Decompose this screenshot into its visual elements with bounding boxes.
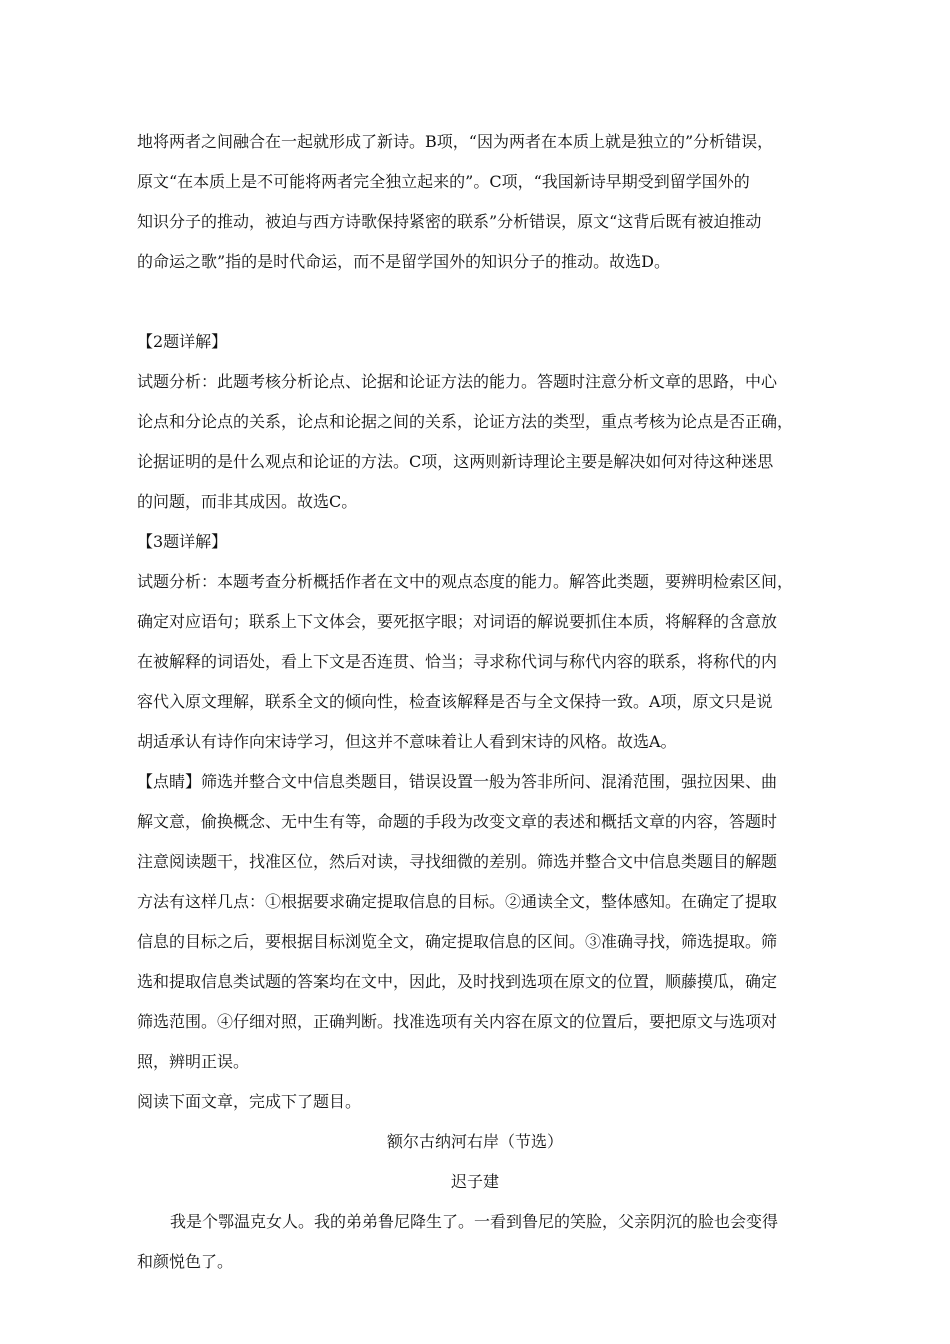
article-author: 迟子建	[450, 1172, 499, 1191]
section-heading: 【2题详解】	[137, 332, 228, 351]
section-heading: 【3题详解】	[137, 532, 228, 551]
paragraph-line: 论点和分论点的关系，论点和论据之间的关系，论证方法的类型，重点考核为论点是否正确，	[137, 412, 794, 431]
paragraph-line: 在被解释的词语处，看上下文是否连贯、恰当；寻求称代词与称代内容的联系，将称代的内	[137, 652, 778, 671]
paragraph-line: 【点睛】筛选并整合文中信息类题目，错误设置一般为答非所问、混淆范围，强拉因果、曲	[137, 772, 778, 791]
paragraph-line: 注意阅读题干，找准区位，然后对读，寻找细微的差别。筛选并整合文中信息类题目的解题	[137, 852, 778, 871]
paragraph-line: 方法有这样几点：①根据要求确定提取信息的目标。②通读全文，整体感知。在确定了提取	[137, 892, 778, 911]
paragraph-line: 的命运之歌”指的是时代命运，而不是留学国外的知识分子的推动。故选D。	[137, 252, 671, 271]
article-paragraph-line: 和颜悦色了。	[137, 1252, 234, 1271]
paragraph-line: 的问题，而非其成因。故选C。	[137, 492, 358, 511]
paragraph-line: 容代入原文理解，联系全文的倾向性，检查该解释是否与全文保持一致。A项，原文只是说	[137, 692, 773, 711]
paragraph-line: 筛选范围。④仔细对照，正确判断。找准选项有关内容在原文的位置后，要把原文与选项对	[137, 1012, 778, 1031]
paragraph-line: 胡适承认有诗作向宋诗学习，但这并不意味着让人看到宋诗的风格。故选A。	[137, 732, 677, 751]
paragraph-line: 选和提取信息类试题的答案均在文中，因此，及时找到选项在原文的位置，顺藤摸瓜，确定	[137, 972, 778, 991]
article-paragraph-line: 我是个鄂温克女人。我的弟弟鲁尼降生了。一看到鲁尼的笑脸，父亲阴沉的脸也会变得	[170, 1212, 779, 1231]
paragraph-line: 照，辨明正误。	[137, 1052, 250, 1071]
paragraph-line: 地将两者之间融合在一起就形成了新诗。B项，“因为两者在本质上就是独立的”分析错误，	[137, 132, 774, 151]
paragraph-line: 试题分析：此题考核分析论点、论据和论证方法的能力。答题时注意分析文章的思路，中心	[137, 372, 778, 391]
paragraph-line: 确定对应语句；联系上下文体会，要死抠字眼；对词语的解说要抓住本质，将解释的含意放	[137, 612, 778, 631]
paragraph-line: 论据证明的是什么观点和论证的方法。C项，这两则新诗理论主要是解决如何对待这种迷思	[137, 452, 774, 471]
article-title: 额尔古纳河右岸（节选）	[386, 1132, 563, 1151]
paragraph-line: 知识分子的推动，被迫与西方诗歌保持紧密的联系”分析错误，原文“这背后既有被迫推动	[137, 212, 762, 231]
paragraph-line: 原文“在本质上是不可能将两者完全独立起来的”。C项，“我国新诗早期受到留学国外的	[137, 172, 750, 191]
instruction-text: 阅读下面文章，完成下了题目。	[137, 1092, 362, 1111]
paragraph-line: 解文意，偷换概念、无中生有等，命题的手段为改变文章的表述和概括文章的内容，答题时	[137, 812, 778, 831]
paragraph-line: 信息的目标之后，要根据目标浏览全文，确定提取信息的区间。③准确寻找，筛选提取。筛	[137, 932, 778, 951]
paragraph-line: 试题分析：本题考查分析概括作者在文中的观点态度的能力。解答此类题，要辨明检索区间，	[137, 572, 794, 591]
